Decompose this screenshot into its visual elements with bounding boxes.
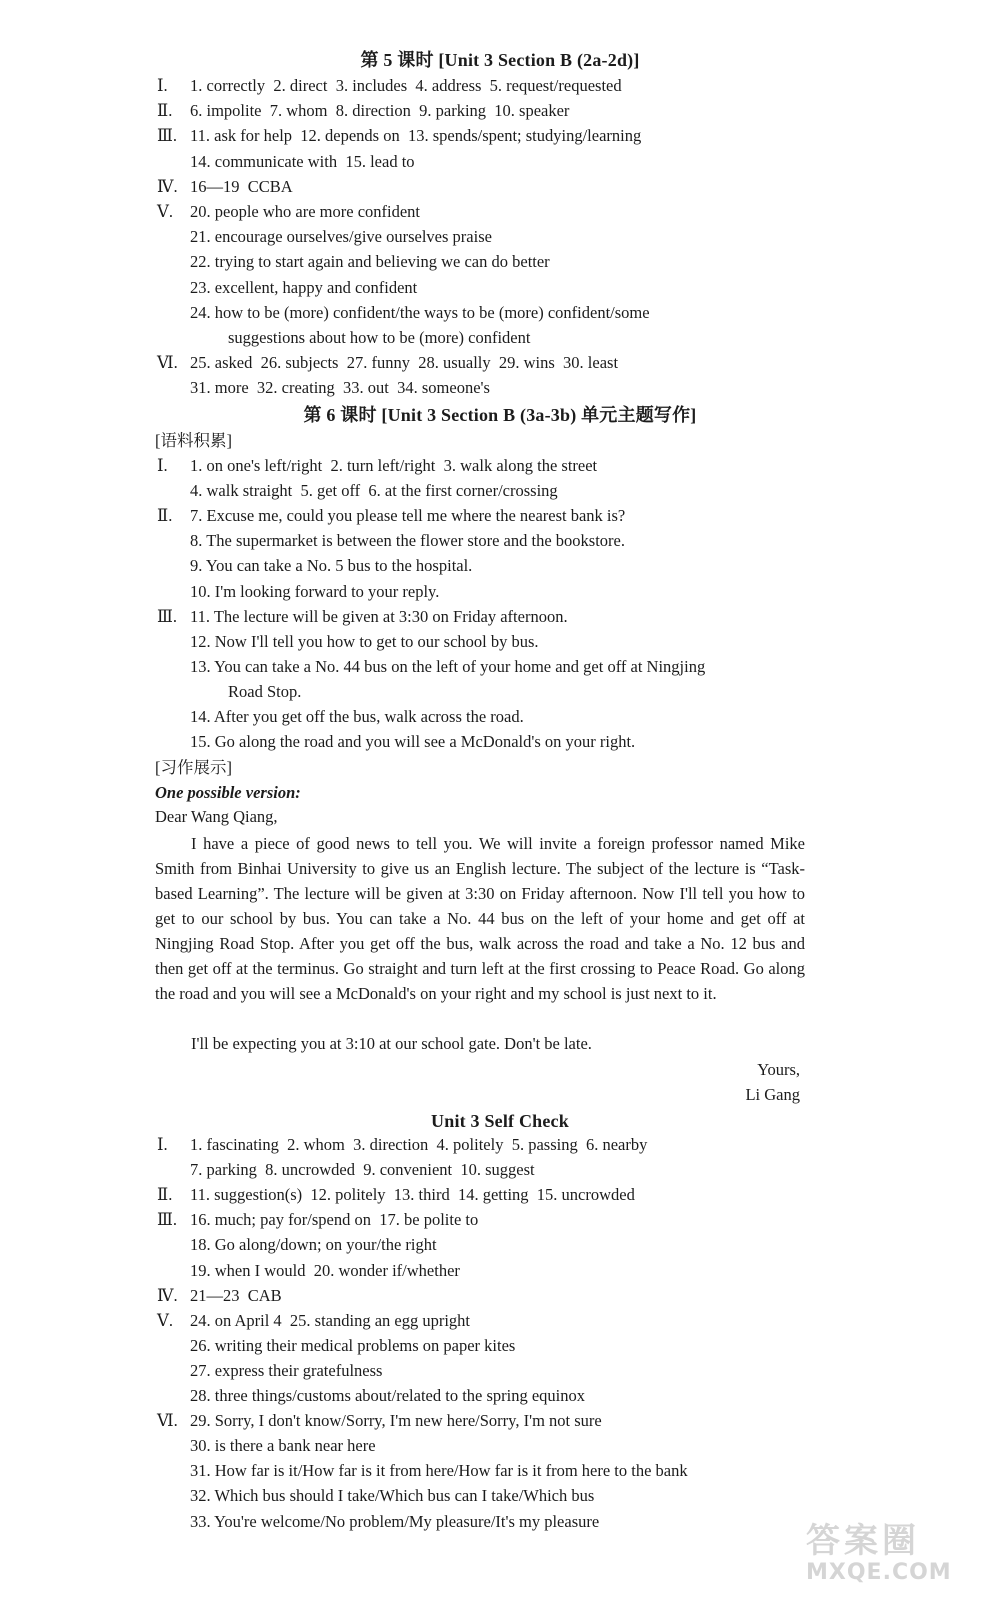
answer-line: 29. Sorry, I don't know/Sorry, I'm new here/Sorry, I'm not sure	[190, 1411, 602, 1430]
answer-line: 7. parking 8. uncrowded 9. convenient 10. suggest	[190, 1160, 535, 1179]
answer-line: 7. Excuse me, could you please tell me where the nearest bank is?	[190, 506, 626, 525]
answer-line: 12. Now I'll tell you how to get to our school by bus.	[190, 632, 539, 651]
section-roman-numeral: Ⅰ.	[157, 76, 168, 95]
answer-line: 6. impolite 7. whom 8. direction 9. parking 10. speaker	[190, 101, 570, 120]
section-roman-numeral: Ⅰ.	[157, 1135, 168, 1154]
answer-line: 22. trying to start again and believing we can do better	[190, 252, 550, 271]
section-6-title: 第 6 课时 [Unit 3 Section B (3a-3b) 单元主题写作]	[303, 405, 697, 425]
answer-line: 16—19 CCBA	[190, 177, 293, 196]
answer-line: 19. when I would 20. wonder if/whether	[190, 1261, 460, 1280]
section-roman-numeral: Ⅴ.	[157, 202, 174, 221]
answer-line: 14. After you get off the bus, walk across the road.	[190, 707, 524, 726]
letter-body-paragraph: I have a piece of good news to tell you. We will invite a foreign professor named Mike Smith from Binhai University to give us an English lecture. The subject of the lecture is “Task-based Learning”. The lecture will be given at 3:30 on Friday afternoon. Now I'll tell you how to get to our school by bus. You can take a No. 44 bus on the left of your home and get off at Ningjing Road Stop. After you get off the bus, walk across the road and take a No. 12 bus and then get off at the terminus. Go straight and turn left at the first crossing to Peace Road. Go along the road and you will see a McDonald's on your right and my school is just next to it.	[155, 834, 805, 1003]
letter-closing-paragraph: I'll be expecting you at 3:10 at our school gate. Don't be late.	[191, 1034, 592, 1053]
section-roman-numeral: Ⅲ.	[157, 607, 178, 626]
answer-line: 26. writing their medical problems on paper kites	[190, 1336, 516, 1355]
section-roman-numeral: Ⅵ.	[157, 353, 178, 372]
answer-line: 13. You can take a No. 44 bus on the left of your home and get off at Ningjing	[190, 657, 706, 676]
writing-subheading: [习作展示]	[155, 758, 232, 777]
answer-line: 27. express their gratefulness	[190, 1361, 383, 1380]
answer-line: 1. correctly 2. direct 3. includes 4. address 5. request/requested	[190, 76, 622, 95]
answer-line: 4. walk straight 5. get off 6. at the first corner/crossing	[190, 481, 558, 500]
answer-line: 21—23 CAB	[190, 1286, 282, 1305]
answer-line: 8. The supermarket is between the flower store and the bookstore.	[190, 531, 625, 550]
section-roman-numeral: Ⅱ.	[157, 506, 173, 525]
letter-greeting: Dear Wang Qiang,	[155, 807, 278, 826]
section-roman-numeral: Ⅱ.	[157, 101, 173, 120]
answer-line: 18. Go along/down; on your/the right	[190, 1235, 437, 1254]
answer-line: Road Stop.	[228, 682, 302, 701]
section-roman-numeral: Ⅱ.	[157, 1185, 173, 1204]
section-roman-numeral: Ⅰ.	[157, 456, 168, 475]
answer-line: 1. on one's left/right 2. turn left/right 3. walk along the street	[190, 456, 598, 475]
answer-line: 31. more 32. creating 33. out 34. someone's	[190, 378, 490, 397]
answer-line: 28. three things/customs about/related to the spring equinox	[190, 1386, 586, 1405]
answer-line: 21. encourage ourselves/give ourselves praise	[190, 227, 492, 246]
answer-line: 1. fascinating 2. whom 3. direction 4. politely 5. passing 6. nearby	[190, 1135, 648, 1154]
answer-line: 32. Which bus should I take/Which bus can I take/Which bus	[190, 1486, 595, 1505]
letter-closing: Yours,	[757, 1060, 800, 1079]
site-watermark	[806, 1522, 976, 1592]
section-roman-numeral: Ⅳ.	[157, 1286, 178, 1305]
answer-line: suggestions about how to be (more) confident	[228, 328, 531, 347]
corpus-subheading: [语料积累]	[155, 431, 232, 450]
answer-line: 20. people who are more confident	[190, 202, 421, 221]
watermark-domain: MXQE.COM	[806, 1560, 952, 1585]
answer-line: 9. You can take a No. 5 bus to the hospital.	[190, 556, 473, 575]
answer-line: 14. communicate with 15. lead to	[190, 152, 415, 171]
answer-line: 10. I'm looking forward to your reply.	[190, 582, 440, 601]
answer-line: 23. excellent, happy and confident	[190, 278, 418, 297]
letter-signature: Li Gang	[745, 1085, 800, 1104]
answer-line: 11. suggestion(s) 12. politely 13. third 14. getting 15. uncrowded	[190, 1185, 635, 1204]
section-roman-numeral: Ⅴ.	[157, 1311, 174, 1330]
answer-line: 16. much; pay for/spend on 17. be polite to	[190, 1210, 479, 1229]
answer-line: 33. You're welcome/No problem/My pleasure/It's my pleasure	[190, 1512, 600, 1531]
section-5-title: 第 5 课时 [Unit 3 Section B (2a-2d)]	[360, 50, 640, 70]
answer-line: 15. Go along the road and you will see a McDonald's on your right.	[190, 732, 636, 751]
answer-line: 11. ask for help 12. depends on 13. spends/spent; studying/learning	[190, 126, 642, 145]
answer-line: 25. asked 26. subjects 27. funny 28. usually 29. wins 30. least	[190, 353, 619, 372]
answer-line: 30. is there a bank near here	[190, 1436, 376, 1455]
watermark-logo-text: 答案圈	[806, 1521, 920, 1561]
answer-line: 31. How far is it/How far is it from here/How far is it from here to the bank	[190, 1461, 688, 1480]
section-roman-numeral: Ⅵ.	[157, 1411, 178, 1430]
answer-line: 24. how to be (more) confident/the ways to be (more) confident/some	[190, 303, 650, 322]
self-check-title: Unit 3 Self Check	[431, 1111, 569, 1131]
section-roman-numeral: Ⅲ.	[157, 126, 178, 145]
answer-line: 11. The lecture will be given at 3:30 on Friday afternoon.	[190, 607, 568, 626]
section-roman-numeral: Ⅳ.	[157, 177, 178, 196]
sample-version-label: One possible version:	[155, 783, 301, 802]
section-roman-numeral: Ⅲ.	[157, 1210, 178, 1229]
answer-line: 24. on April 4 25. standing an egg upright	[190, 1311, 471, 1330]
